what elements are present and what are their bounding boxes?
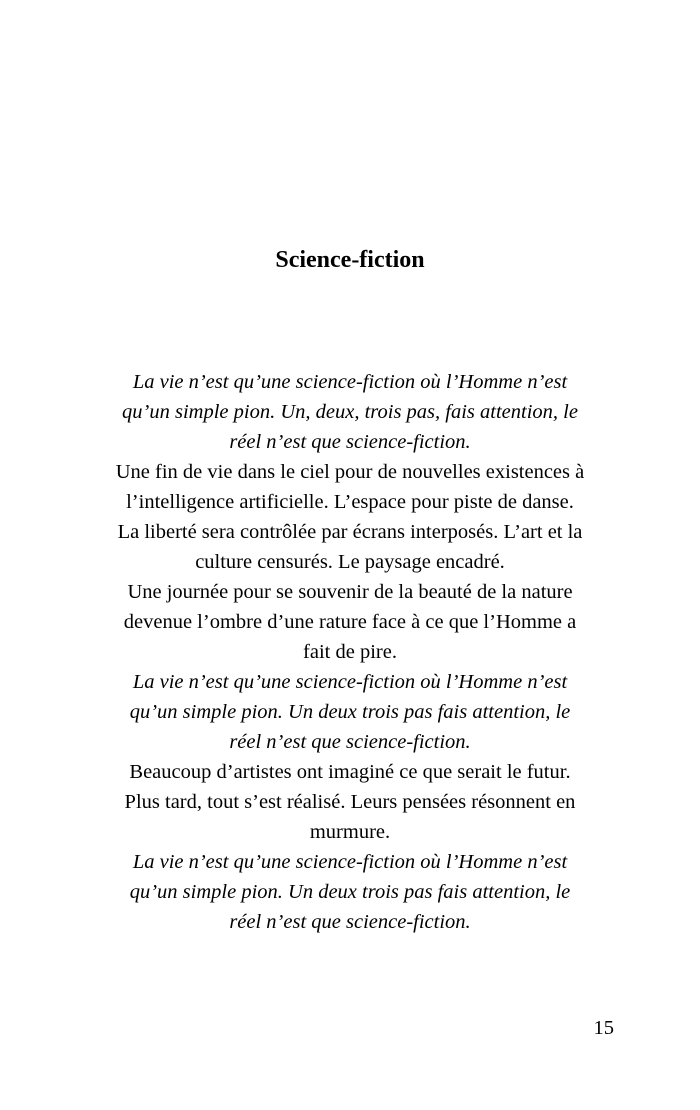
poem-line: Plus tard, tout s’est réalisé. Leurs pensées résonnent en [124,791,576,813]
poem-line: Une journée pour se souvenir de la beauté de la nature [127,581,573,603]
poem-line: La vie n’est qu’une science-fiction où l’Homme n’est [132,671,568,693]
refrain-3 [80,847,620,937]
poem-line: Une fin de vie dans le ciel pour de nouvelles existences à [115,461,585,483]
refrain-1 [80,367,620,457]
poem-line: qu’un simple pion. Un, deux, trois pas, fais attention, le [122,401,578,423]
poem-line: l’intelligence artificielle. L’espace pour piste de danse. [126,491,574,513]
poem-line: culture censurés. Le paysage encadré. [195,551,505,573]
refrain-2 [80,667,620,757]
verse-2 [80,577,620,667]
poem-title: Science-fiction [275,247,425,273]
poem-line: réel n’est que science-fiction. [229,731,471,753]
poem-line: La vie n’est qu’une science-fiction où l’Homme n’est [132,851,568,873]
verse-3 [80,757,620,847]
poem-line: réel n’est que science-fiction. [229,431,471,453]
poem-line: qu’un simple pion. Un deux trois pas fais attention, le [129,701,571,723]
poem-line: devenue l’ombre d’une rature face à ce que l’Homme a [123,611,577,633]
page-number: 15 [593,1017,614,1039]
poem-line: fait de pire. [303,641,397,663]
poem-line: La vie n’est qu’une science-fiction où l’Homme n’est [132,371,568,393]
poem-line: murmure. [309,821,391,843]
poem-line: La liberté sera contrôlée par écrans interposés. L’art et la [117,521,583,543]
poem-line: Beaucoup d’artistes ont imaginé ce que serait le futur. [129,761,571,783]
poem-line: réel n’est que science-fiction. [229,911,471,933]
verse-1 [80,457,620,577]
poem-body [80,367,620,937]
poem-line: qu’un simple pion. Un deux trois pas fais attention, le [129,881,571,903]
